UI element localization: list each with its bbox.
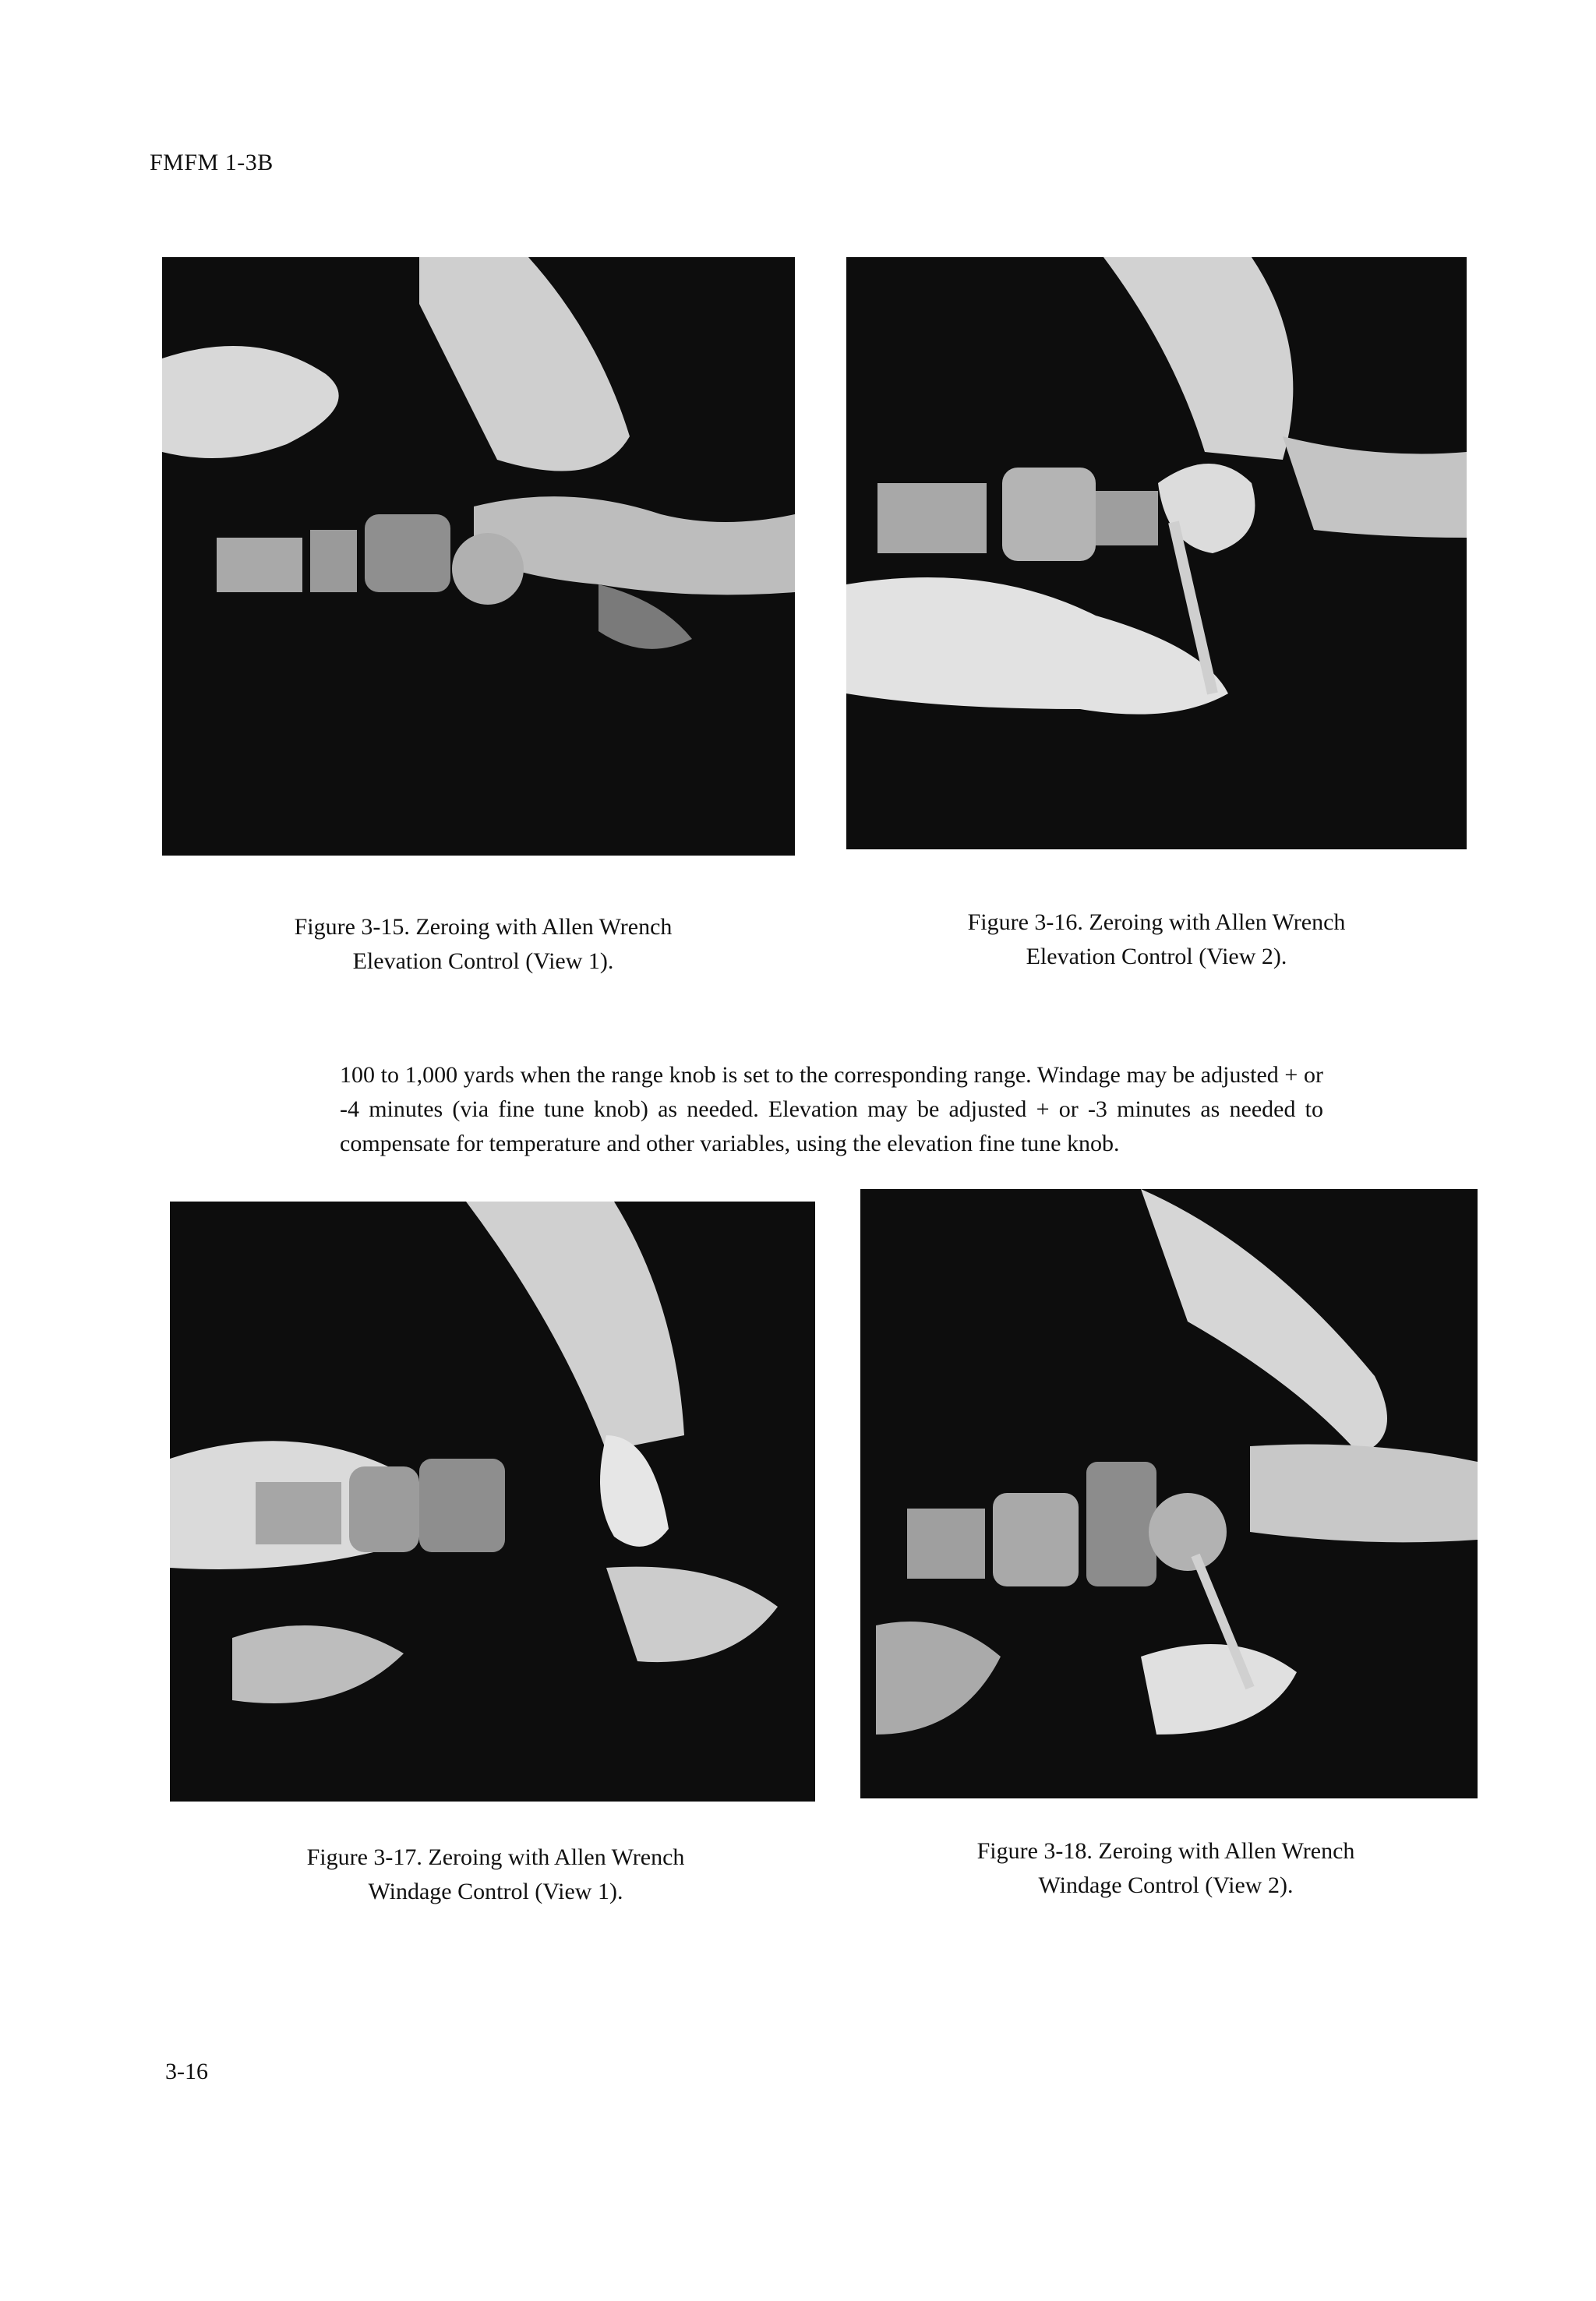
- caption-line: Elevation Control (View 2).: [1026, 944, 1287, 969]
- figure-3-17-caption: [262, 1840, 729, 1909]
- caption-line: Figure 3-15. Zeroing with Allen Wrench: [294, 914, 673, 940]
- figure-3-17-photo: [170, 1202, 815, 1802]
- caption-line: Figure 3-18. Zeroing with Allen Wrench: [976, 1838, 1355, 1864]
- figure-3-15-photo: [162, 257, 795, 856]
- caption-line: Windage Control (View 2).: [1038, 1872, 1294, 1898]
- body-paragraph: 100 to 1,000 yards when the range knob is set to the corresponding range. Windage may be adjusted + or -4 minutes (via fine tune knob) as needed. Elevation may be adjusted + or -3 minutes as needed to compensate for temperature and other variables, using the elevation fine tune knob.: [340, 1062, 1323, 1156]
- figure-3-18-caption: [916, 1834, 1415, 1903]
- caption-line: Windage Control (View 1).: [368, 1879, 623, 1904]
- page-number: 3-16: [165, 2059, 208, 2084]
- caption-line: Figure 3-17. Zeroing with Allen Wrench: [306, 1844, 685, 1870]
- figure-3-16-photo: [846, 257, 1467, 849]
- figure-3-16-caption: [907, 905, 1406, 974]
- page-header: FMFM 1-3B: [150, 150, 274, 175]
- caption-line: Figure 3-16. Zeroing with Allen Wrench: [967, 909, 1346, 935]
- figure-3-18-photo: [860, 1189, 1478, 1798]
- caption-line: Elevation Control (View 1).: [352, 948, 614, 974]
- figure-3-15-caption: [249, 910, 717, 979]
